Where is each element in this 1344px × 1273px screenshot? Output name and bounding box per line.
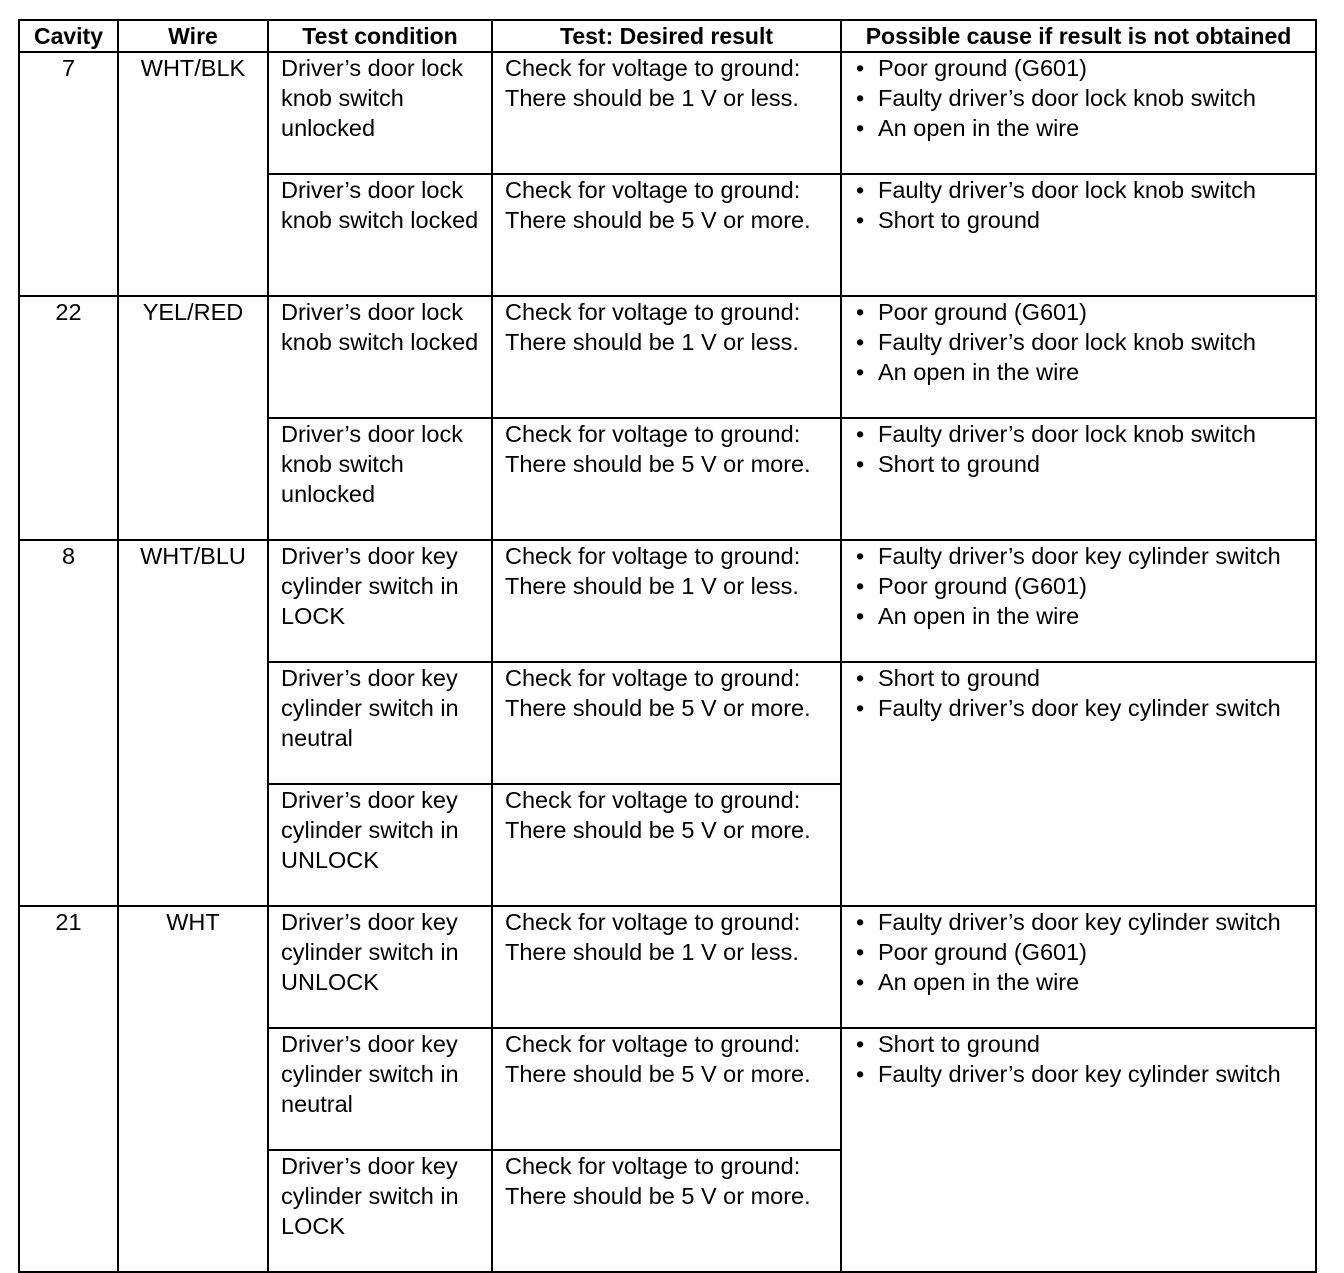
cause-list bbox=[854, 907, 1309, 997]
result-value: There should be 5 V or more. bbox=[505, 1183, 811, 1209]
header-cavity: Cavity bbox=[19, 20, 118, 52]
cause-list bbox=[854, 297, 1309, 387]
table-row bbox=[19, 52, 1316, 174]
cavity-cell: 8 bbox=[19, 540, 118, 906]
result-value: There should be 1 V or less. bbox=[505, 573, 799, 599]
desired-result-cell bbox=[492, 906, 841, 1028]
wire-cell: WHT/BLK bbox=[118, 52, 268, 296]
cause-item: • Faulty driver’s door key cylinder switch bbox=[854, 693, 1309, 723]
result-value: There should be 1 V or less. bbox=[505, 329, 799, 355]
desired-result-cell bbox=[492, 1150, 841, 1272]
cause-item: • An open in the wire bbox=[854, 601, 1309, 631]
test-condition-cell: Driver’s door key cylinder switch in UNLOCK bbox=[268, 784, 492, 906]
test-condition-cell: Driver’s door key cylinder switch in UNLOCK bbox=[268, 906, 492, 1028]
cause-item: • Poor ground (G601) bbox=[854, 937, 1309, 967]
desired-result-cell bbox=[492, 174, 841, 296]
result-instruction: Check for voltage to ground: bbox=[505, 177, 801, 203]
cause-list bbox=[854, 1029, 1309, 1089]
table-row bbox=[19, 906, 1316, 1028]
result-instruction: Check for voltage to ground: bbox=[505, 909, 801, 935]
header-wire: Wire bbox=[118, 20, 268, 52]
cause-list bbox=[854, 175, 1309, 235]
cause-item: • Faulty driver’s door lock knob switch bbox=[854, 327, 1309, 357]
result-value: There should be 5 V or more. bbox=[505, 451, 811, 477]
test-condition-cell: Driver’s door key cylinder switch in neutral bbox=[268, 662, 492, 784]
possible-cause-cell bbox=[841, 418, 1316, 540]
desired-result-cell bbox=[492, 52, 841, 174]
result-value: There should be 5 V or more. bbox=[505, 817, 811, 843]
result-instruction: Check for voltage to ground: bbox=[505, 55, 801, 81]
result-instruction: Check for voltage to ground: bbox=[505, 665, 801, 691]
header-test-condition: Test condition bbox=[268, 20, 492, 52]
result-instruction: Check for voltage to ground: bbox=[505, 543, 801, 569]
wire-cell: YEL/RED bbox=[118, 296, 268, 540]
possible-cause-cell bbox=[841, 174, 1316, 296]
cause-item: • Faulty driver’s door lock knob switch bbox=[854, 419, 1309, 449]
cause-item: • Faulty driver’s door lock knob switch bbox=[854, 175, 1309, 205]
cause-item: • Short to ground bbox=[854, 663, 1309, 693]
result-instruction: Check for voltage to ground: bbox=[505, 421, 801, 447]
desired-result-cell bbox=[492, 1028, 841, 1150]
result-value: There should be 1 V or less. bbox=[505, 939, 799, 965]
header-desired-result: Test: Desired result bbox=[492, 20, 841, 52]
cause-list bbox=[854, 53, 1309, 143]
possible-cause-cell bbox=[841, 906, 1316, 1028]
cause-item: • Short to ground bbox=[854, 1029, 1309, 1059]
desired-result-cell bbox=[492, 784, 841, 906]
cause-item: • Faulty driver’s door key cylinder switch bbox=[854, 541, 1309, 571]
header-possible-cause: Possible cause if result is not obtained bbox=[841, 20, 1316, 52]
diagnostic-table bbox=[18, 19, 1317, 1273]
cause-item: • An open in the wire bbox=[854, 357, 1309, 387]
wire-cell: WHT/BLU bbox=[118, 540, 268, 906]
cause-item: • Poor ground (G601) bbox=[854, 571, 1309, 601]
cause-item: • An open in the wire bbox=[854, 967, 1309, 997]
test-condition-cell: Driver’s door key cylinder switch in LOCK bbox=[268, 1150, 492, 1272]
result-instruction: Check for voltage to ground: bbox=[505, 1153, 801, 1179]
table-row bbox=[19, 296, 1316, 418]
cause-item: • An open in the wire bbox=[854, 113, 1309, 143]
test-condition-cell: Driver’s door key cylinder switch in LOCK bbox=[268, 540, 492, 662]
result-value: There should be 1 V or less. bbox=[505, 85, 799, 111]
table-row bbox=[19, 540, 1316, 662]
result-instruction: Check for voltage to ground: bbox=[505, 299, 801, 325]
cavity-cell: 21 bbox=[19, 906, 118, 1272]
test-condition-cell: Driver’s door lock knob switch locked bbox=[268, 296, 492, 418]
cause-item: • Poor ground (G601) bbox=[854, 53, 1309, 83]
possible-cause-cell bbox=[841, 662, 1316, 906]
cause-list bbox=[854, 419, 1309, 479]
desired-result-cell bbox=[492, 418, 841, 540]
test-condition-cell: Driver’s door lock knob switch unlocked bbox=[268, 418, 492, 540]
test-condition-cell: Driver’s door lock knob switch unlocked bbox=[268, 52, 492, 174]
possible-cause-cell bbox=[841, 1028, 1316, 1272]
cavity-cell: 22 bbox=[19, 296, 118, 540]
test-condition-cell: Driver’s door key cylinder switch in neutral bbox=[268, 1028, 492, 1150]
result-instruction: Check for voltage to ground: bbox=[505, 1031, 801, 1057]
test-condition-cell: Driver’s door lock knob switch locked bbox=[268, 174, 492, 296]
result-value: There should be 5 V or more. bbox=[505, 207, 811, 233]
cause-item: • Short to ground bbox=[854, 205, 1309, 235]
result-value: There should be 5 V or more. bbox=[505, 1061, 811, 1087]
wire-cell: WHT bbox=[118, 906, 268, 1272]
cause-item: • Faulty driver’s door key cylinder switch bbox=[854, 907, 1309, 937]
cause-list bbox=[854, 541, 1309, 631]
cause-item: • Short to ground bbox=[854, 449, 1309, 479]
cause-item: • Faulty driver’s door lock knob switch bbox=[854, 83, 1309, 113]
cavity-cell: 7 bbox=[19, 52, 118, 296]
cause-item: • Poor ground (G601) bbox=[854, 297, 1309, 327]
desired-result-cell bbox=[492, 296, 841, 418]
desired-result-cell bbox=[492, 540, 841, 662]
desired-result-cell bbox=[492, 662, 841, 784]
result-instruction: Check for voltage to ground: bbox=[505, 787, 801, 813]
cause-list bbox=[854, 663, 1309, 723]
possible-cause-cell bbox=[841, 540, 1316, 662]
result-value: There should be 5 V or more. bbox=[505, 695, 811, 721]
cause-item: • Faulty driver’s door key cylinder switch bbox=[854, 1059, 1309, 1089]
header-row bbox=[19, 20, 1316, 52]
possible-cause-cell bbox=[841, 52, 1316, 174]
possible-cause-cell bbox=[841, 296, 1316, 418]
